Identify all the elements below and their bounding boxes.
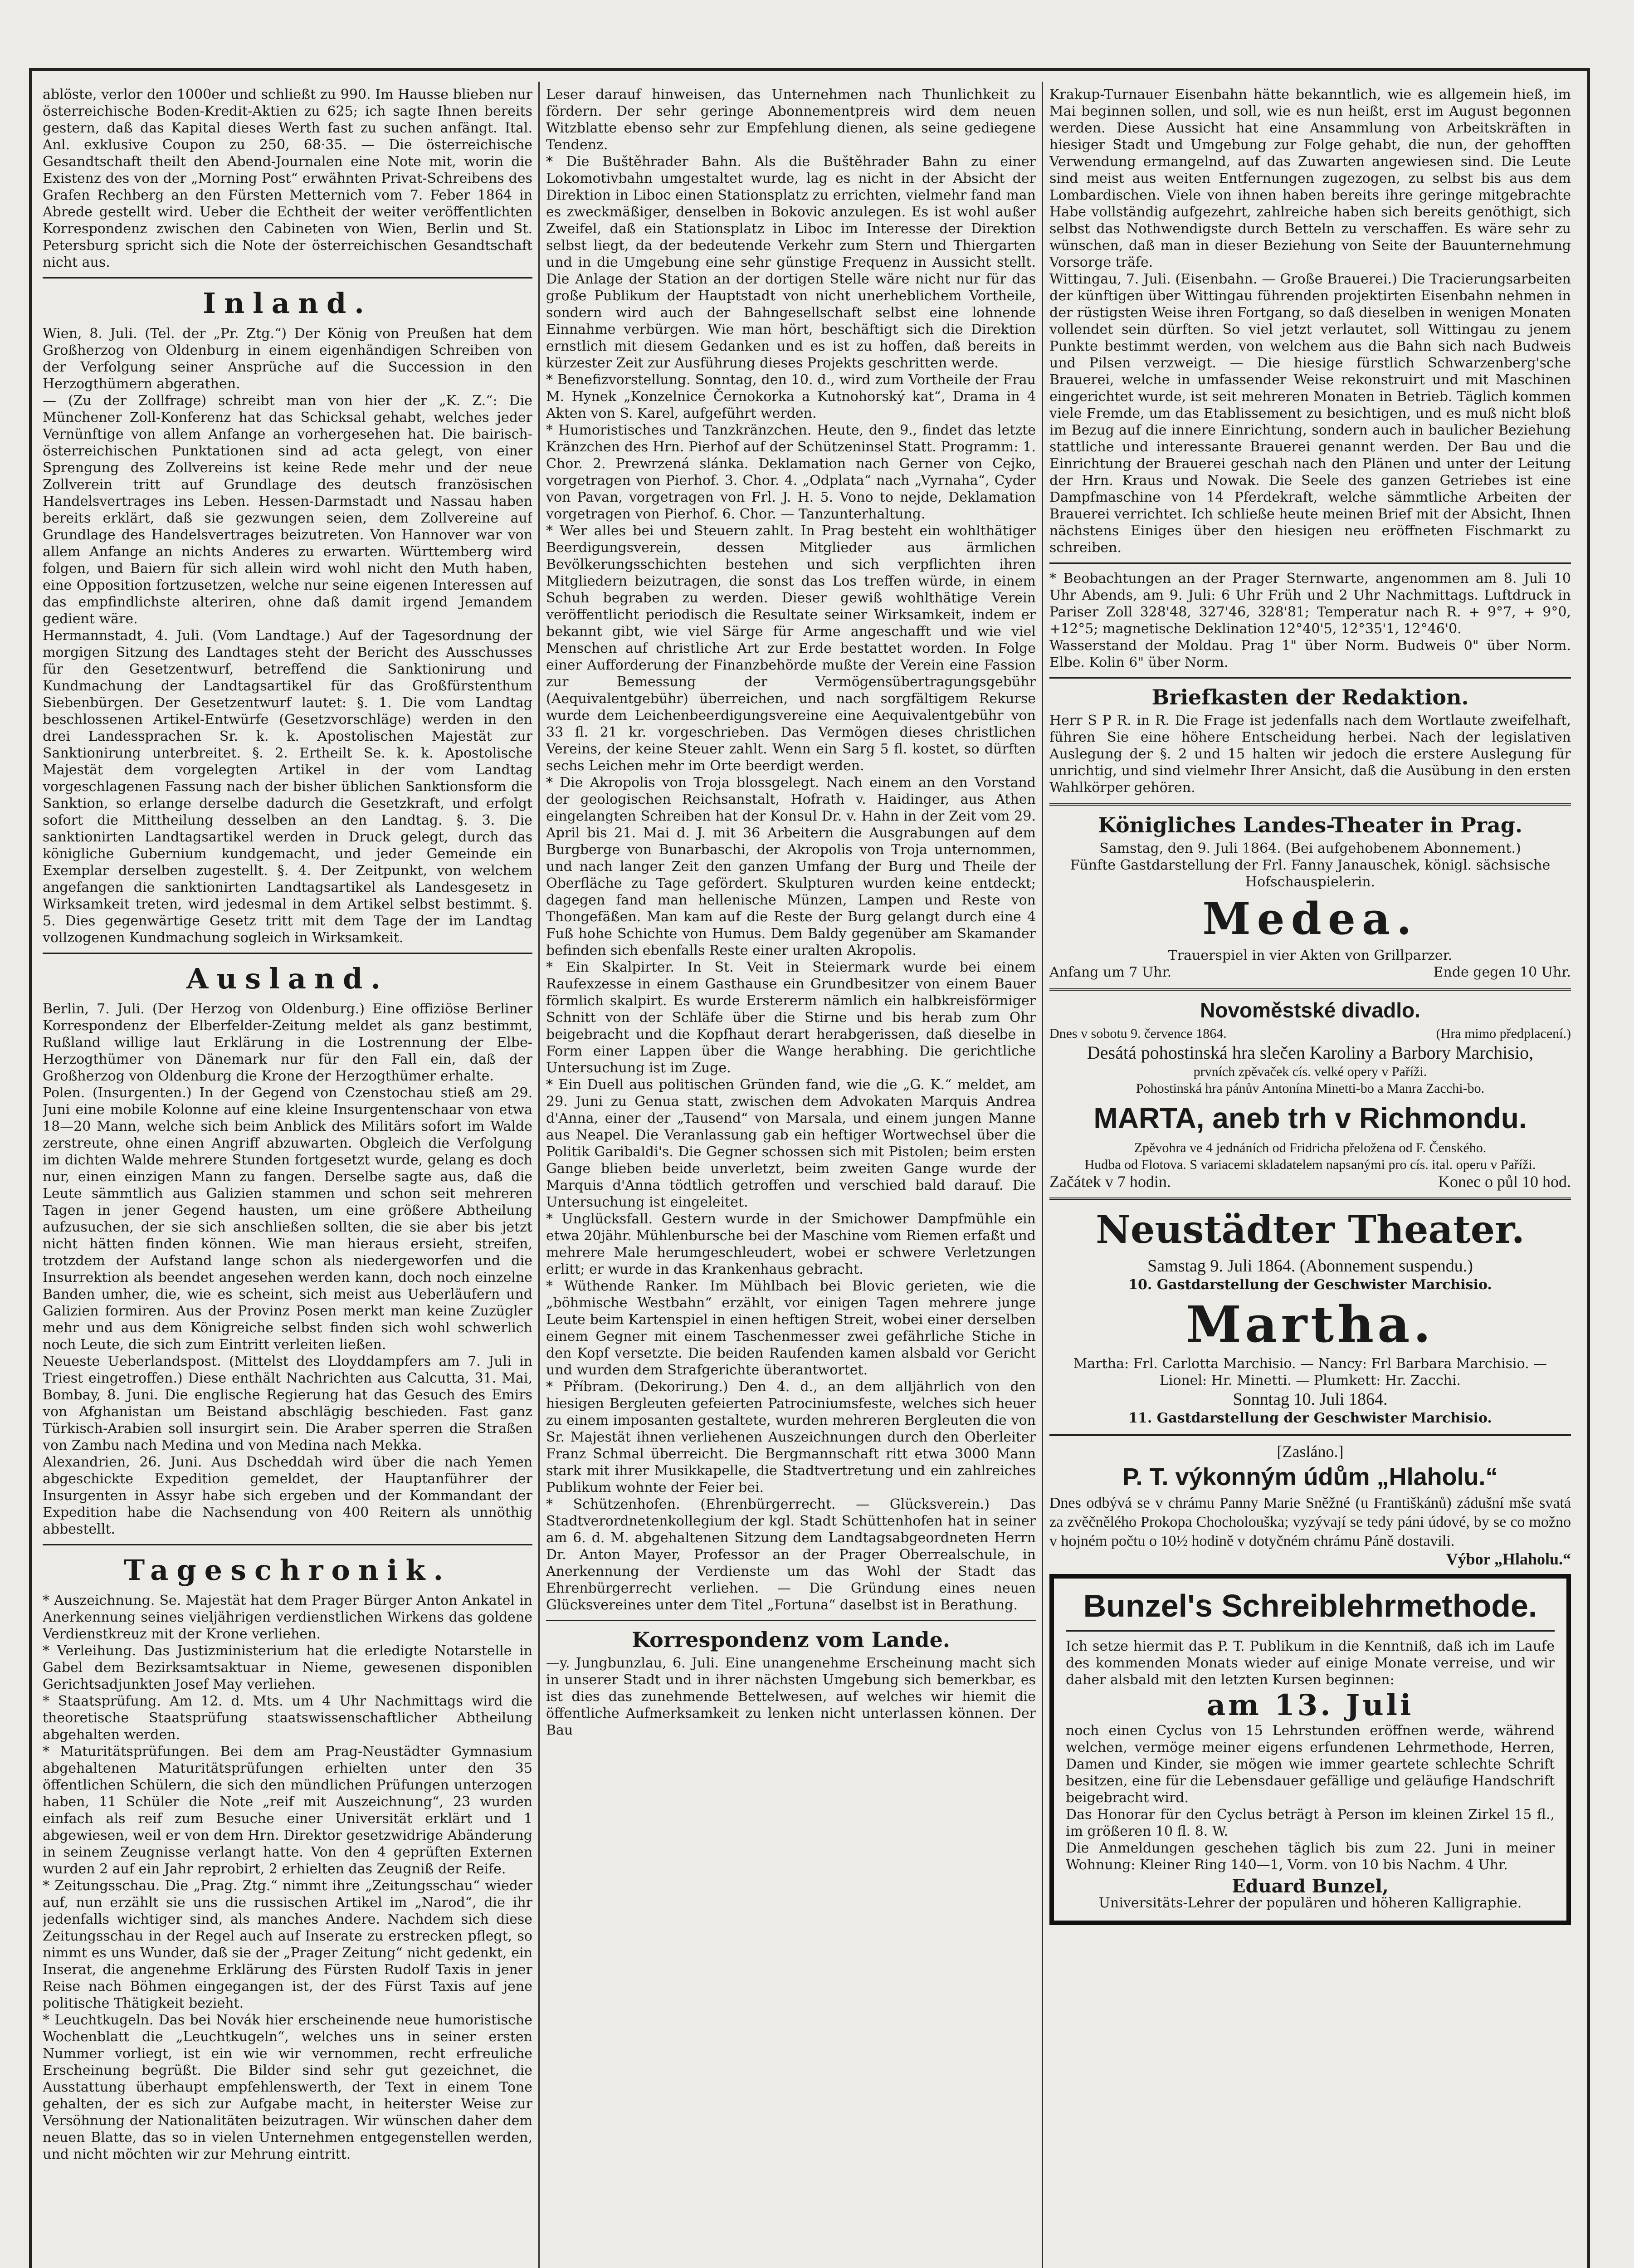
- column-divider: [538, 82, 540, 2268]
- notice-title: P. T. výkonným údům „Hlaholu.“: [1122, 1463, 1498, 1491]
- time-row: [1049, 964, 1571, 981]
- time-row: [1049, 1173, 1571, 1190]
- article-paragraph: Alexandrien, 26. Juni. Aus Dscheddah wird über die nach Yemen abgeschickte Expedition gemeldet, der Hauptanführer der Insurgenten in Assyr habe sich ergeben und der Kommandant der Expedition habe die Nachsendung von 400 Reitern als unnöthig abbestellt.: [43, 1454, 532, 1537]
- article-paragraph: Berlin, 7. Juli. (Der Herzog von Oldenburg.) Eine offiziöse Berliner Korrespondenz der Elberfelder-Zeitung meldet als ganz bestimmt, Rußland willige laut Erklärung in die Lostrennung der Elbe-Herzogthümer von Dänemark nur für den Fall ein, daß der Großherzog von Oldenburg die Krone der Herzogthümer erhalte.: [43, 1001, 532, 1084]
- ad-date: am 13. Juli: [1206, 1688, 1414, 1722]
- column-divider: [1042, 82, 1043, 2268]
- cast-line: Martha: Frl. Carlotta Marchisio. — Nancy: Frl Barbara Marchisio. —: [1073, 1356, 1547, 1372]
- article-paragraph: Wien, 8. Juli. (Tel. der „Pr. Ztg.“) Der König von Preußen hat dem Großherzog von Oldenburg in einem eigenhändigen Schreiben von der Verfolgung seiner Ansprüche auf die Succession in den Herzogthümern abgerathen.: [43, 326, 532, 392]
- notice-head: [Zasláno.]: [1277, 1442, 1344, 1461]
- theater-ad-landes: [1049, 813, 1571, 981]
- news-item: * Die Buštěhrader Bahn. Als die Buštěhrader Bahn zu einer Lokomotivbahn umgestaltet wurde, lag es nicht in der Absicht der Direktion in Liboc einen Stationsplatz zu errichten, vielmehr fand man es zweckmäßiger, denselben in Bokovic anzulegen. Es ist wohl außer Zweifel, daß ein Stationsplatz in Liboc im Interesse der Direktion selbst liegt, da der bedeutende Verkehr zum Stern und Thiergarten und in die Umgebung eine sehr günstige Frequenz in Aussicht stellt. Die Anlage der Station an der dortigen Stelle wäre nicht nur für das große Publikum der Hauptstadt von nicht unerheblichem Vortheile, sondern wird auch der Bahngesellschaft selbst eine lohnende Einnahme verbürgen. Wie man hört, beschäftigt sich die Direktion ernstlich mit diesem Gedanken und es ist zu hoffen, daß bereits in kürzester Zeit zur Ausführung dieses Projekts geschritten werde.: [546, 154, 1036, 371]
- end-time: Ende gegen 10 Uhr.: [1433, 964, 1571, 980]
- column-2: [546, 86, 1036, 2268]
- divider: [1066, 1630, 1555, 1632]
- news-item: * Wüthende Ranker. Im Mühlbach bei Blovic gerieten, wie die „böhmische Westbahn“ erzählt, vor einigen Tagen mehrere junge Leute beim Kartenspiel in einen heftigen Streit, wobei einer derselben einem Gegner mit einem Taschenmesser zwei gefährliche Stiche in den Kopf versetzte. Die beiden Raufenden kamen alsbald vor Gericht und wurden dem Strafgerichte überantwortet.: [546, 1278, 1036, 1378]
- ad-title: Bunzel's Schreiblehrmethode.: [1083, 1588, 1537, 1623]
- theater-date: Sonntag 10. Juli 1864.: [1233, 1390, 1388, 1409]
- news-item: * Ein Skalpirter. In St. Veit in Steiermark wurde bei einem Raufexzesse in einem Gasthause ein Grundbesitzer von einem Bauer förmlich skalpirt. Es wurde Erstererm nämlich ein halbkreisförmiger Schnitt von der Schläfe über die Stirne und bis herab zum Ohr beigebracht und die Kopfhaut derart herabgerissen, daß dieselbe in Form einer Lappen über die Wange herabhing. Die gerichtliche Untersuchung ist im Zuge.: [546, 959, 1036, 1076]
- ad-text: Das Honorar für den Cyclus beträgt à Person im kleinen Zirkel 15 fl., im größeren 10 fl. 8. W.: [1066, 1807, 1555, 1839]
- divider: [1049, 803, 1571, 806]
- divider: [546, 1620, 1036, 1621]
- theater-ad-neustaedter: [1049, 1207, 1571, 1427]
- start-time: Anfang um 7 Uhr.: [1049, 964, 1172, 980]
- bunzel-ad: [1049, 1574, 1571, 1925]
- column-1: [43, 86, 532, 2268]
- news-item: * Unglücksfall. Gestern wurde in der Smichower Dampfmühle ein etwa 20jähr. Mühlenbursche bei der Maschine vom Riemen erfaßt und mehrere Male herumgeschleudert, wobei er schwere Verletzungen erlitt; er wurde in das Krankenhaus gebracht.: [546, 1211, 1036, 1277]
- column-3: [1049, 86, 1571, 2268]
- news-item: * Wer alles bei und Steuern zahlt. In Prag besteht ein wohlthätiger Beerdigungsverein, dessen Mitglieder aus ärmlichen Bevölkerungsschichten bestehen und sich verpflichten ihren Mitgliedern beizutragen, die sonst das Los treffen würde, in einem Schuh begraben zu werden. Dieser gewiß wohlthätige Verein veröffentlicht periodisch die Resultate seiner Wirksamkeit, indem er bekannt gibt, wie viel Särge für Arme angeschafft und wie viel Menschen auf christliche Art zur Erde bestattet worden. In Folge einer Aufforderung der Finanzbehörde mußte der Verein eine Fassion zur Bemessung der Vermögensübertragungsgebühr (Aequivalentgebühr) überreichen, und nach sorgfältigem Rekurse wurde dem Leichenbeerdigungsvereine eine Aequivalentgebühr von 33 fl. 21 kr. vorgeschrieben. Das Vermögen dieses christlichen Vereins, der keine Steuer zahlt. Wenn ein Sarg 5 fl. kostet, so dürften sechs Leichen mehr im Orte beerdigt werden.: [546, 523, 1036, 774]
- news-item: * Leuchtkugeln. Das bei Novák hier erscheinende neue humoristische Wochenblatt die „Leuchtkugeln“, welches uns in seiner ersten Nummer vorliegt, ist ein wie wir vernommen, recht erfreuliche Erscheinung begrüßt. Die Bilder sind sehr gut gezeichnet, die Ausstattung überhaupt empfehlenswerth, der Text in einem Tone gehalten, der es sich zur Aufgabe macht, in heiterster Weise zur Versöhnung der Nationalitäten beizutragen. Wir wünschen daher dem neuen Blatte, das so in vielen Unternehmen entgegenstellen werden, und nicht möchten wir zur Mehrung eintritt.: [43, 2012, 532, 2162]
- theater-desc: Desátá pohostinská hra slečen Karoliny a Barbory Marchisio,: [1087, 1042, 1534, 1063]
- cast-line: Lionel: Hr. Minetti. — Plumkett: Hr. Zacchi.: [1159, 1373, 1461, 1388]
- ad-text: noch einen Cyclus von 15 Lehrstunden eröffnen werde, während welchen, vermöge meiner eigens erfundenen Lehrmethode, Herren, Damen und Kinder, sie mögen wie immer geartete schlechte Schrift besitzen, eine für die Lebensdauer gefällige und geläufige Handschrift beigebracht wird.: [1066, 1723, 1555, 1806]
- ad-text: Ich setze hiermit das P. T. Publikum in die Kenntniß, daß ich im Laufe des kommenden Monats wieder auf einige Monate verreise, und wir daher alsbald mit den letzten Kursen beginnen:: [1066, 1638, 1555, 1688]
- divider: [43, 1544, 532, 1545]
- theater-desc: prvních zpěvaček cís. velké opery v Paříži.: [1193, 1064, 1427, 1079]
- news-item: * Benefizvorstellung. Sonntag, den 10. d., wird zum Vortheile der Frau M. Hynek „Konzelnice Černokorka a Kutnohorský kat“, Drama in 4 Akten von S. Karel, aufgeführt werden.: [546, 372, 1036, 421]
- theater-date: Dnes v sobotu 9. července 1864.: [1049, 1026, 1227, 1041]
- news-item: * Humoristisches und Tanzkränzchen. Heute, den 9., findet das letzte Kränzchen des Hrn. Pierhof auf der Schützeninsel Statt. Programm: 1. Chor. 2. Prewrzená slánka. Deklamation nach Gerner von Cejko, vorgetragen von Pierhof. 3. Chor. 4. „Odplata“ nach „Vyrnaha“, Cyder von Pavan, vorgetragen von Frl. J. H. 5. Vono to nejde, Deklamation vorgetragen von Pierhof. 6. Chor. — Tanzunterhaltung.: [546, 422, 1036, 522]
- play-subtitle: Trauerspiel in vier Akten von Grillparzer.: [1168, 948, 1453, 963]
- divider: [1049, 1434, 1571, 1436]
- news-item: * Zeitungsschau. Die „Prag. Ztg.“ nimmt ihre „Zeitungsschau“ wieder auf, nun erzählt sie uns die russischen Artikel im „Narod“, die ihr jedenfalls wichtiger sind, als manches Andere. Nachdem sich diese Zeitungsschau in der Regel auch auf Inserate zu erstrecken pflegt, so nimmt es uns Wunder, daß sie der „Prager Zeitung“ nicht gedenkt, ein Inserat, die angenehme Erklärung des Fürsten Rudolf Taxis in jener Reise nach Böhmen eingegangen ist, der des Fürst Taxis auf jene politische Thätigkeit bezieht.: [43, 1878, 532, 2011]
- notice-signature: Výbor „Hlaholu.“: [1446, 1550, 1571, 1568]
- start-time: Začátek v 7 hodin.: [1049, 1173, 1171, 1191]
- play-subtitle: Hudba od Flotova. S variacemi skladatelem napsanými pro cís. ital. operu v Paříži.: [1084, 1157, 1536, 1172]
- theater-title: Neustädter Theater.: [1096, 1207, 1525, 1252]
- theater-desc: Fünfte Gastdarstellung der Frl. Fanny Janauschek, königl. sächsische Hofschauspielerin.: [1070, 857, 1551, 890]
- theater-title: Novoměstské divadlo.: [1200, 998, 1420, 1022]
- section-title-inland: Inland.: [203, 287, 372, 320]
- observatory-report: * Beobachtungen an der Prager Sternwarte, angenommen am 8. Juli 10 Uhr Abends, am 9. Juli: 6 Uhr Früh und 2 Uhr Nachmittags. Luftdruck in Pariser Zoll 328'48, 327'46, 328'81; Temperatur nach R. + 9°7, + 9°0, +12°5; magnetische Deklination 12°40'5, 12°35'1, 12°46'0.: [1049, 571, 1571, 637]
- news-item: * Ein Duell aus politischen Gründen fand, wie die „G. K.“ meldet, am 29. Juni zu Genua statt, zwischen dem Advokaten Marquis Andrea d'Anna, einer der „Tausend“ von Marsala, und einem jungen Manne aus Neapel. Die Veranlassung gab ein heftiger Wortwechsel über die Politik Garibaldi's. Die Gegner schossen sich mit Pistolen; beim ersten Gange blieben beide unverletzt, beim zweiten Gange wurde der Marquis d'Anna tödtlich getroffen und verschied bald darauf. Die Untersuchung ist eingeleitet.: [546, 1077, 1036, 1210]
- notice-text: Dnes odbývá se v chrámu Panny Marie Sněžné (u Františkánů) zádušní mše svatá za zvěčnělého Prokopa Chocholouška; vyzývají se tedy páni údové, by se co možno v hojném počtu o 10½ hodině v dotyčném chrámu Páně dostavili.: [1049, 1495, 1571, 1549]
- news-item: * Příbram. (Dekorirung.) Den 4. d., an dem alljährlich von den hiesigen Bergleuten gefeierten Patrociniumsfeste, welches sich heuer zu einem imposanten gestaltete, wurden mehreren Bergleuten die von Sr. Majestät ihnen verliehenen Auszeichnungen durch den Oberleiter Franz Schmal überreicht. Die Bergmannschaft ritt etwa 3000 Mann stark mit ihrer Musikkapelle, die Stadtvertretung und ein zahlreiches Publikum wohnte der Feier bei.: [546, 1379, 1036, 1496]
- play-title: MARTA, aneb trh v Richmondu.: [1093, 1102, 1527, 1134]
- news-item: * Auszeichnung. Se. Majestät hat dem Prager Bürger Anton Ankatel in Anerkennung seines vieljährigen verdienstlichen Wirkens das goldene Verdienstkreuz mit der Krone verliehen.: [43, 1593, 532, 1642]
- news-item: * Die Akropolis von Troja blossgelegt. Nach einem an den Vorstand der geologischen Reichsanstalt, Hofrath v. Haidinger, aus Athen eingelangten Schreiben hat der Konsul Dr. v. Hahn in der Zeit vom 29. April bis 21. Mai d. J. mit 36 Arbeitern die Ausgrabungen auf dem Burgberge von Bunarbaschi, der Akropolis von Troja unternommen, und nach langer Zeit den ganzen Umfang der Burg und Theile der Oberfläche zu Tage gefördert. Skulpturen wurden keine entdeckt; dagegen fand man hellenische Münzen, Lampen und Reste von Thongefäßen. Man kam auf die Reste der Burg gelangt durch eine 4 Fuß hohe Schichte von Humus. Dem Baldy gegenüber am Skamander befinden sich ebenfalls Reste einer uralten Akropolis.: [546, 775, 1036, 958]
- mailbox-title: Briefkasten der Redaktion.: [1151, 685, 1469, 709]
- divider: [1049, 562, 1571, 564]
- divider: [1049, 677, 1571, 679]
- divider: [1049, 1198, 1571, 1200]
- ad-signature-role: Universitäts-Lehrer der populären und höheren Kalligraphie.: [1098, 1895, 1522, 1911]
- article-paragraph: Krakup-Turnauer Eisenbahn hätte bekanntlich, wie es allgemein hieß, im Mai beginnen sollen, und soll, wie es nun heißt, erst im August begonnen werden. Diese Aussicht hat eine Ansammlung von Arbeitskräften in hiesiger Stadt und Umgebung zur Folge gehabt, die nun, der gehofften Verwendung ermangelnd, auf das Zuwarten angewiesen sind. Die Leute sind meist aus weiten Entfernungen zugezogen, zu selbst bis aus dem Lombardischen. Viele von ihnen haben bereits ihre geringe mitgebrachte Habe vollständig aufgezehrt, zahlreiche haben sich bereits genöthigt, sich selbst das Nothwendigste durch Betteln zu verschaffen. Es wäre sehr zu wünschen, daß man in dieser Beziehung von Seite der Bauunternehmung Vorsorge träfe.: [1049, 87, 1571, 270]
- theater-date: Samstag 9. Juli 1864. (Abonnement suspendu.): [1147, 1256, 1473, 1276]
- play-title: Medea.: [1202, 893, 1418, 944]
- theater-desc: 10. Gastdarstellung der Geschwister Marchisio.: [1128, 1277, 1492, 1293]
- theater-date: Samstag, den 9. Juli 1864. (Bei aufgehobenem Abonnement.): [1099, 841, 1521, 856]
- divider: [43, 277, 532, 279]
- play-subtitle: Zpěvohra ve 4 jednáních od Fridricha přeložena od F. Čenského.: [1134, 1140, 1487, 1155]
- theater-note: (Hra mimo předplacení.): [1436, 1026, 1571, 1041]
- theater-desc: Pohostinská hra pánův Antonína Minetti-bo a Manra Zacchi-bo.: [1136, 1081, 1485, 1096]
- theater-title: Königliches Landes-Theater in Prag.: [1098, 813, 1522, 837]
- news-item: * Staatsprüfung. Am 12. d. Mts. um 4 Uhr Nachmittags wird die theoretische Staatsprüfung staatswissenschaftlicher Abtheilung abgehalten werden.: [43, 1693, 532, 1743]
- divider: [1049, 988, 1571, 991]
- article-paragraph: Hermannstadt, 4. Juli. (Vom Landtage.) Auf der Tagesordnung der morgigen Sitzung des Landtages steht der Bericht des Ausschusses für den Gesetzentwurf, betreffend die Sanktionirung und Kundmachung der Landtagsartikel für das Großfürstenthum Siebenbürgen. Der Gesetzentwurf lautet: §. 1. Die vom Landtag beschlossenen Artikel-Entwürfe (Gesetzvorschläge) werden in den drei Landessprachen Sr. k. k. Apostolischen Majestät zur Sanktionirung unterbreitet. §. 2. Ertheilt Se. k. k. Apostolische Majestät dem vorgelegten Artikel in der vom Landtag vorgeschlagenen Fassung nach der bisher üblichen Sanktionsform die Sanktion, so erlange derselbe dadurch die Gesetzkraft, und erfolgt sofort die Mittheilung desselben an den Landtag. §. 3. Die sanktionirten Landtagsartikel werden in Druck gelegt, durch das königliche Gubernium kundgemacht, und jeder Gemeinde ein Exemplar derselben zugestellt. §. 4. Der Zeitpunkt, von welchem angefangen die sanktionirten Landtagsartikel als Landesgesetz in Wirksamkeit treten, wird jedesmal in dem Artikel selbst bestimmt. §. 5. Dies gegenwärtige Gesetz tritt mit dem Tage der im Landtag vollzogenen Kundmachung sogleich in Wirksamkeit.: [43, 628, 532, 946]
- article-paragraph: ablöste, verlor den 1000er und schließt zu 990. Im Hausse blieben nur österreichische Boden-Kredit-Aktien zu 625; ich sagte Ihnen bereits gestern, daß das Kapital dieses Werth fast zu suchen anfängt. Ital. Anl. exklusive Coupon zu 250, 68·35. — Die österreichische Gesandtschaft theilt den Abend-Journalen eine Note mit, worin die Existenz des von der „Morning Post“ erwähnten Privat-Schreibens des Grafen Rechberg an den Fürsten Metternich vom 7. Feber 1864 in Abrede gestellt wird. Ueber die Echtheit der weiter veröffentlichten Korrespondenz zwischen den Cabineten von Wien, Berlin und St. Petersburg spricht sich die Note der österreichischen Gesandtschaft nicht aus.: [43, 87, 532, 270]
- theater-ad-novomestske: [1049, 998, 1571, 1190]
- article-paragraph: Leser darauf hinweisen, das Unternehmen nach Thunlichkeit zu fördern. Der sehr geringe Abonnementpreis wird dem neuen Witzblatte ebenso sehr zur Empfehlung dienen, als seine gediegene Tendenz.: [546, 87, 1036, 153]
- news-item: * Verleihung. Das Justizministerium hat die erledigte Notarstelle in Gabel dem Bezirksamtsaktuar in Nieme, gewesenen disponiblen Gerichtsadjunkten Josef May verliehen.: [43, 1643, 532, 1692]
- play-title: Martha.: [1186, 1295, 1434, 1354]
- ad-text: Die Anmeldungen geschehen täglich bis zum 22. Juni in meiner Wohnung: Kleiner Ring 140—1, Vorm. von 10 bis Nachm. 4 Uhr.: [1066, 1840, 1555, 1873]
- water-level-report: Wasserstand der Moldau. Prag 1" über Norm. Budweis 0" über Norm. Elbe. Kolin 6" über Norm.: [1049, 638, 1571, 670]
- news-item: * Schützenhofen. (Ehrenbürgerrecht. — Glücksverein.) Das Stadtverordnetenkollegium der kgl. Stadt Schüttenhofen hat in seiner am 6. d. M. abgehaltenen Sitzung dem Landtagsabgeordneten Herrn Dr. Anton Mayer, Professor an der Prager Oberrealschule, in Anerkennung der Verdienste um das Wohl der Stadt das Ehrenbürgerrecht verliehen. — Die Gründung eines neuen Glücksvereines unter dem Titel „Fortuna“ daselbst ist in Berathung.: [546, 1496, 1036, 1613]
- section-title-korrespondenz: Korrespondenz vom Lande.: [632, 1628, 950, 1652]
- ad-signature: Eduard Bunzel,: [1232, 1876, 1389, 1897]
- theater-desc: 11. Gastdarstellung der Geschwister Marchisio.: [1128, 1410, 1492, 1426]
- mailbox-text: Herr S P R. in R. Die Frage ist jedenfalls nach dem Wortlaute zweifelhaft, führen Sie eine höhere Entscheidung herbei. Nach der legislativen Auslegung der §. 2 und 15 halten wir jedoch die erstere Auslegung für unrichtig, und sind vielmehr Ihrer Ansicht, daß die Ausübung in den ersten Wahlkörper gehören.: [1049, 713, 1571, 796]
- divider: [43, 953, 532, 954]
- article-paragraph: Polen. (Insurgenten.) In der Gegend von Czenstochau stieß am 29. Juni eine mobile Kolonne auf eine kleine Insurgentenschaar von etwa 18—20 Mann, welche sich beim Anblick des Militärs sofort im Walde zerstreute, ohne einen Angriff abzuwarten. Obgleich die Verfolgung im dichten Walde mehrere Stunden fortgesetzt wurde, gelang es doch nur, einen einzigen Mann zu fangen. Derselbe sagte aus, daß die Leute sämmtlich aus Galizien stammen und schon seit mehreren Tagen in jener Gegend hausten, um eine größere Abtheilung aufzusuchen, der sie sich anschließen sollten, die sie aber bis jetzt nicht hätten finden können. Wie man hieraus ersieht, streifen, trotzdem der Aufstand lange schon als niedergeworfen und die Insurrektion als beendet angesehen werden kann, doch noch einzelne Banden umher, die, wie es scheint, sich meist aus Ueberläufern und Galizien formiren. Aus der Provinz Posen merkt man keine Zuzügler mehr und aus dem Königreiche selbst finden sich wohl schwerlich noch Leute, die sich zum Eintritt verleiten ließen.: [43, 1085, 532, 1353]
- article-paragraph: Wittingau, 7. Juli. (Eisenbahn. — Große Brauerei.) Die Tracierungsarbeiten der künftigen über Wittingau führenden projektirten Eisenbahn nehmen in der rüstigsten Weise ihren Fortgang, so daß dieselben in wenigen Monaten vollendet sein dürften. So viel jetzt verlautet, soll Wittingau zu jenem Punkte bestimmt werden, von welchem aus die Bahn sich nach Budweis und Pilsen verzweigt. — Die hiesige fürstlich Schwarzenberg'sche Brauerei, welche in umfassender Weise rekonstruirt und mit Maschinen eingerichtet wurde, ist seit mehreren Monaten in Betrieb. Täglich kommen viele Fremde, um das Etablissement zu besichtigen, und es muß nicht bloß im Bezug auf die innere Einrichtung, sondern auch in baulicher Beziehung stattliche und interessante Brauerei genannt werden. Der Bau und die Einrichtung der Brauerei geschah nach den Plänen und unter der Leitung der Hrn. Kraus und Nowak. Die Seele des ganzen Getriebes ist eine Dampfmaschine von 14 Pferdekraft, welche sämmtliche Arbeiten der Brauerei verrichtet. Ich schließe heute meinen Brief mit der Absicht, Ihnen nächstens Einiges über den hiesigen neu eröffneten Fischmarkt zu schreiben.: [1049, 271, 1571, 556]
- article-paragraph: Neueste Ueberlandspost. (Mittelst des Lloyddampfers am 7. Juli in Triest eingetroffen.) Diese enthält Nachrichten aus Calcutta, 31. Mai, Bombay, 8. Juni. Die englische Regierung hat das Gesuch des Emirs von Afghanistan um Beistand abschlägig beschieden. Fast ganz Türkisch-Arabien soll insurgirt sein. Die Araber sperren die Straßen von Zambu nach Medina und von Medina nach Mekka.: [43, 1354, 532, 1453]
- notice-hlahol: [1049, 1443, 1571, 1568]
- section-title-ausland: Ausland.: [186, 962, 389, 995]
- section-title-tageschronik: Tageschronik.: [123, 1554, 452, 1587]
- news-item: * Maturitätsprüfungen. Bei dem am Prag-Neustädter Gymnasium abgehaltenen Maturitätsprüfungen erhielten unter den 35 öffentlichen Schülern, die sich den mündlichen Prüfungen unterzogen haben, 11 Schüler die Note „reif mit Auszeichnung“, 23 wurden einfach als reif zum Besuche einer Universität erklärt und 1 abgewiesen, weil er von dem Hrn. Direktor gesetzwidrige Abänderung in seinem Zeugnisse verlangt hatte. Von den 4 geprüften Externen wurden 2 auf ein Jahr reprobirt, 2 erhielten das Zeugniß der Reife.: [43, 1744, 532, 1877]
- date-row: [1049, 1025, 1571, 1042]
- article-paragraph: — (Zu der Zollfrage) schreibt man von hier der „K. Z.“: Die Münchener Zoll-Konferenz hat das Schicksal gehabt, welches jeder Vernünftige von allem Anfange an vorhergesehen hat. Die bairisch-österreichischen Punktationen sind ad acta gelegt, von einer Sprengung des Zollvereins ist keine Rede mehr und der neue Zollverein tritt auf Grundlage des deutsch französischen Handelsvertrages ins Leben. Hessen-Darmstadt und Nassau haben bereits erklärt, daß sie gezwungen seien, dem Zollvereine auf Grundlage des Handelsvertrages beizutreten. Von Hannover war von allem Anfange an nichts Anderes zu erwarten. Württemberg wird folgen, und Baiern für sich allein wird wohl nicht den Muth haben, eine Opposition fortzusetzen, welche nur seine eigenen Interessen auf das empfindlichste alteriren, ohne daß damit irgend Jemandem gedient wäre.: [43, 393, 532, 627]
- article-paragraph: —y. Jungbunzlau, 6. Juli. Eine unangenehme Erscheinung macht sich in unserer Stadt und in ihrer nächsten Umgebung sich bemerkbar, es ist dies das zunehmende Bettelwesen, auf welches wir hiemit die öffentliche Aufmerksamkeit zu lenken nicht unterlassen können. Der Bau: [546, 1655, 1036, 1738]
- end-time: Konec o půl 10 hod.: [1438, 1173, 1571, 1191]
